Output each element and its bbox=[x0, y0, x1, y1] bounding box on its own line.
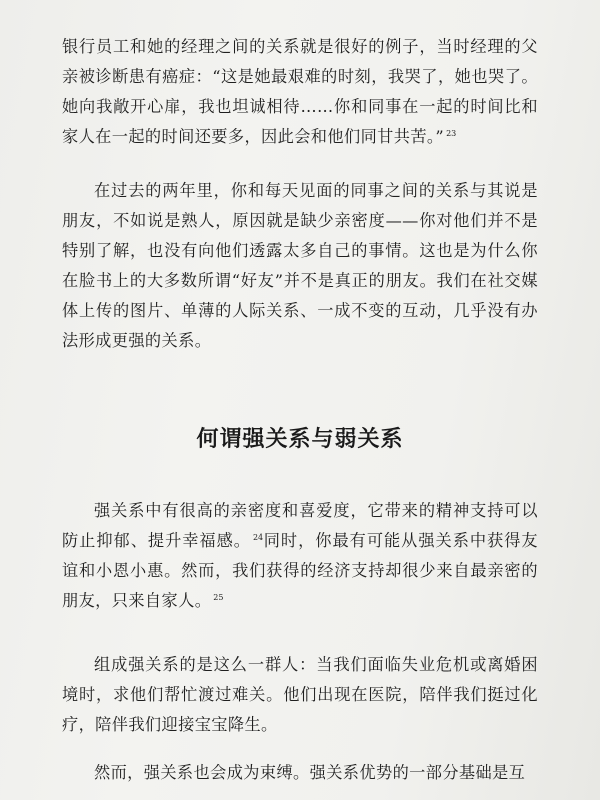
paragraph-strong-ties-people bbox=[62, 650, 538, 740]
footnote-marker: 23 bbox=[446, 128, 457, 138]
paragraph-text-continued: 同时，你最有可能从强关系中获得友谊和小恩小惠。然而，我们获得的经济支持却很少来自最亲密的朋友，只来自家人。 bbox=[62, 531, 538, 610]
footnote-marker: 24 bbox=[252, 532, 264, 542]
paragraph-text: 强关系中有很高的亲密度和喜爱度，它带来的精神支持可以防止抑郁、提升幸福感。 bbox=[62, 501, 538, 550]
paragraph-strong-ties-constraint bbox=[62, 758, 538, 788]
paragraph-text: 银行员工和她的经理之间的关系就是很好的例子，当时经理的父亲被诊断患有癌症：“这是她最艰难的时刻，我哭了，她也哭了。她向我敞开心扉，我也坦诚相待……你和同事在一起的时间比和家人在一起的时间还要多，因此会和他们同甘共苦。” bbox=[62, 37, 538, 146]
paragraph-text: 在过去的两年里，你和每天见面的同事之间的关系与其说是朋友，不如说是熟人，原因就是缺少亲密度——你对他们并不是特别了解，也没有向他们透露太多自己的事情。这也是为什么你在脸书上的大多数所谓“好友”并不是真正的朋友。我们在社交媒体上传的图片、单薄的人际关系、一成不变的互动，几乎没有办法形成更强的关系。 bbox=[62, 181, 538, 350]
paragraph-colleagues-acquaintances bbox=[62, 176, 538, 356]
paragraph-text: 然而，强关系也会成为束缚。强关系优势的一部分基础是互 bbox=[94, 763, 526, 782]
footnote-marker: 25 bbox=[213, 592, 224, 602]
paragraph-text: 组成强关系的是这么一群人：当我们面临失业危机或离婚困境时，求他们帮忙渡过难关。他们出现在医院，陪伴我们挺过化疗，陪伴我们迎接宝宝降生。 bbox=[62, 655, 538, 734]
paragraph-strong-ties-intimacy bbox=[62, 496, 538, 616]
section-heading: 何谓强关系与弱关系 bbox=[196, 427, 404, 452]
paragraph-bank-employee-example bbox=[62, 32, 538, 152]
